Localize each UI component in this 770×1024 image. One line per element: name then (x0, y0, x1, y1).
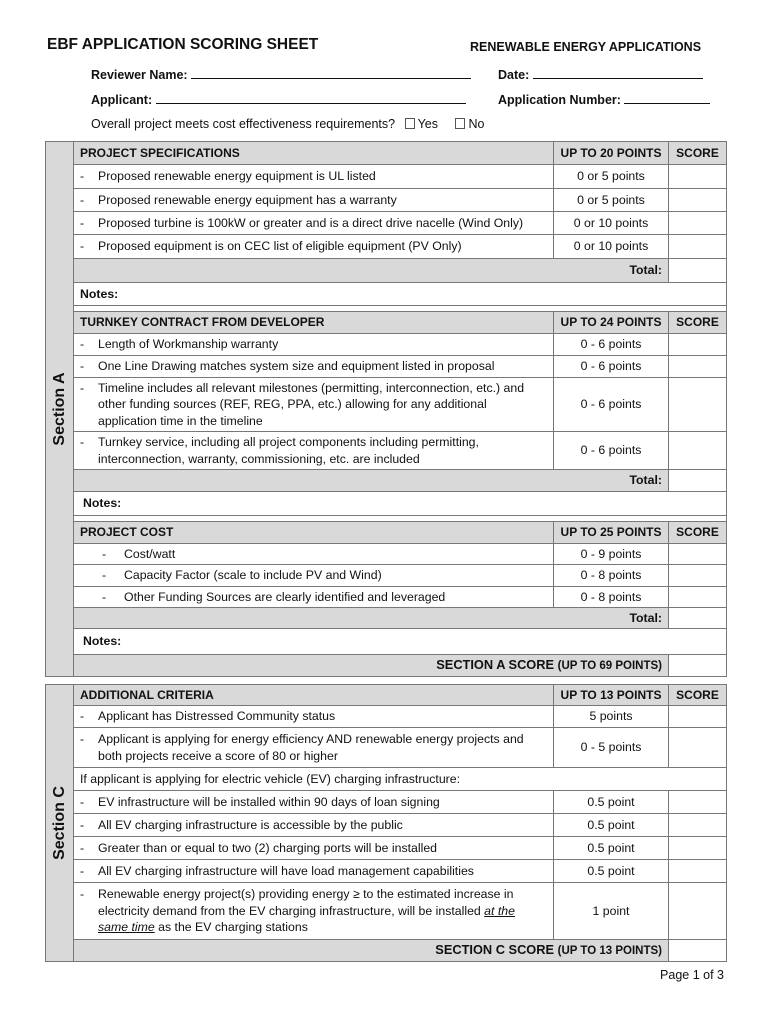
application-number-field (498, 91, 710, 107)
score-cell[interactable] (669, 706, 727, 728)
no-label: No (468, 117, 485, 131)
applicant-field (91, 91, 466, 107)
reviewer-input[interactable] (191, 66, 471, 79)
score-cell[interactable] (669, 791, 727, 814)
criterion-points: 0 - 8 points (554, 587, 669, 608)
sheet-subtitle: RENEWABLE ENERGY APPLICATIONS (470, 40, 702, 54)
section-a-score-label: SECTION A SCORE (UP TO 69 POINTS) (74, 655, 669, 677)
score-cell[interactable] (669, 334, 727, 356)
specs-total-cell[interactable] (669, 259, 727, 283)
criterion-text: Turnkey service, including all project components including permitting, interconnection, warranty, commissioning, etc. are included (98, 435, 479, 466)
score-cell[interactable] (669, 165, 727, 189)
yes-label: Yes (417, 117, 438, 131)
cost-points-heading: UP TO 25 POINTS (554, 522, 669, 544)
score-cell[interactable] (669, 189, 727, 212)
specs-points-heading: UP TO 20 POINTS (554, 142, 669, 165)
table-row: - One Line Drawing matches system size and equipment listed in proposal 0 - 6 points (46, 356, 727, 378)
score-cell[interactable] (669, 883, 727, 940)
specs-notes[interactable]: Notes: (74, 283, 727, 306)
table-row: - Proposed equipment is on CEC list of eligible equipment (PV Only) 0 or 10 points (46, 235, 727, 259)
table-row: - Timeline includes all relevant milestones (permitting, interconnection, etc.) and other funding sources (REF, REG, PPA, etc.) allowing for any additional application time in the timeline 0 - 6 points (46, 378, 727, 432)
additional-criteria-heading: ADDITIONAL CRITERIA (74, 685, 554, 706)
criterion-text: EV infrastructure will be installed within 90 days of loan signing (98, 794, 440, 809)
criterion-points: 0 or 10 points (554, 235, 669, 259)
criterion-text: All EV charging infrastructure will have load management capabilities (98, 863, 474, 878)
criterion-points: 0 - 6 points (554, 378, 669, 432)
yes-checkbox[interactable] (405, 118, 415, 129)
table-row: - Renewable energy project(s) providing energy ≥ to the estimated increase in electricity demand from the EV charging infrastructure, will be installed at the same time as the EV charging stations 1 point (46, 883, 727, 940)
score-cell[interactable] (669, 728, 727, 768)
sheet-title: EBF APPLICATION SCORING SHEET (47, 36, 319, 53)
section-a-score-cell[interactable] (669, 655, 727, 677)
table-row: - Length of Workmanship warranty 0 - 6 points (46, 334, 727, 356)
section-c-sidebar (46, 685, 74, 962)
turnkey-points-heading: UP TO 24 POINTS (554, 312, 669, 334)
criterion-points: 0.5 point (554, 837, 669, 860)
table-row: - Other Funding Sources are clearly identified and leveraged 0 - 8 points (46, 587, 727, 608)
criterion-text: Renewable energy project(s) providing energy ≥ to the estimated increase in electricity demand from the EV charging infrastructure, will be installed at the same time as the EV charging stations (98, 887, 515, 935)
cost-heading: PROJECT COST (74, 522, 554, 544)
turnkey-total-cell[interactable] (669, 470, 727, 492)
criterion-text: Capacity Factor (scale to include PV and Wind) (124, 568, 382, 583)
score-cell[interactable] (669, 356, 727, 378)
cost-notes[interactable]: Notes: (74, 629, 727, 655)
turnkey-total-label: Total: (74, 470, 669, 492)
criterion-points: 0 - 6 points (554, 334, 669, 356)
section-a-table (45, 141, 727, 677)
table-row: - Capacity Factor (scale to include PV and Wind) 0 - 8 points (46, 565, 727, 587)
score-cell[interactable] (669, 235, 727, 259)
criterion-points: 0.5 point (554, 791, 669, 814)
section-c-score-cell[interactable] (669, 940, 727, 962)
section-c-label: Section C (50, 786, 68, 860)
score-cell[interactable] (669, 544, 727, 565)
cost-total-label: Total: (74, 608, 669, 629)
table-row: - Proposed renewable energy equipment has a warranty 0 or 5 points (46, 189, 727, 212)
no-checkbox[interactable] (455, 118, 465, 129)
criterion-text: Applicant is applying for energy efficiency AND renewable energy projects and both projects receive a score of 80 or higher (98, 732, 524, 763)
criterion-points: 0 - 6 points (554, 432, 669, 470)
criterion-points: 0 - 6 points (554, 356, 669, 378)
criterion-points: 1 point (554, 883, 669, 940)
criterion-text: Length of Workmanship warranty (98, 337, 279, 352)
turnkey-score-heading: SCORE (669, 312, 727, 334)
reviewer-field (91, 66, 471, 82)
score-cell[interactable] (669, 378, 727, 432)
criterion-text: One Line Drawing matches system size and equipment listed in proposal (98, 359, 495, 374)
date-field (498, 66, 703, 82)
turnkey-notes[interactable]: Notes: (74, 492, 727, 516)
criterion-points: 0 or 10 points (554, 212, 669, 235)
specs-score-heading: SCORE (669, 142, 727, 165)
score-cell[interactable] (669, 432, 727, 470)
criterion-points: 0.5 point (554, 860, 669, 883)
criterion-text: Other Funding Sources are clearly identified and leveraged (124, 589, 446, 604)
score-cell[interactable] (669, 814, 727, 837)
table-row: - Greater than or equal to two (2) charging ports will be installed 0.5 point (46, 837, 727, 860)
criterion-text: Greater than or equal to two (2) charging ports will be installed (98, 840, 438, 855)
specs-heading: PROJECT SPECIFICATIONS (74, 142, 554, 165)
table-row: - All EV charging infrastructure will have load management capabilities 0.5 point (46, 860, 727, 883)
criterion-points: 0 or 5 points (554, 189, 669, 212)
table-row: - EV infrastructure will be installed within 90 days of loan signing 0.5 point (46, 791, 727, 814)
section-a-sidebar (46, 142, 74, 677)
cost-total-cell[interactable] (669, 608, 727, 629)
table-row: - All EV charging infrastructure is accessible by the public 0.5 point (46, 814, 727, 837)
applicant-label: Applicant: (91, 93, 153, 107)
criterion-points: 5 points (554, 706, 669, 728)
criterion-text: Proposed renewable energy equipment is UL listed (98, 169, 376, 184)
applicant-input[interactable] (156, 91, 466, 104)
additional-points-heading: UP TO 13 POINTS (554, 685, 669, 706)
criterion-text: Proposed equipment is on CEC list of eligible equipment (PV Only) (98, 239, 462, 254)
application-number-label: Application Number: (498, 93, 621, 107)
section-a-label: Section A (50, 372, 68, 446)
criterion-text: Cost/watt (124, 546, 176, 561)
criterion-text: Timeline includes all relevant milestones (permitting, interconnection, etc.) and other funding sources (REF, REG, PPA, etc.) allowing for any additional application time in the timeline (98, 380, 525, 428)
table-row: - Applicant is applying for energy efficiency AND renewable energy projects and both projects receive a score of 80 or higher 0 - 5 points (46, 728, 727, 768)
table-row: - Cost/watt 0 - 9 points (46, 544, 727, 565)
criterion-points: 0 or 5 points (554, 165, 669, 189)
criterion-text: All EV charging infrastructure is accessible by the public (98, 817, 403, 832)
application-number-input[interactable] (624, 91, 710, 104)
ev-intro: If applicant is applying for electric vehicle (EV) charging infrastructure: (74, 768, 727, 791)
section-c-score-label: SECTION C SCORE (UP TO 13 POINTS) (74, 940, 669, 962)
cost-effectiveness-question (91, 117, 484, 131)
section-c-table (45, 684, 727, 962)
table-row: - Proposed turbine is 100kW or greater and is a direct drive nacelle (Wind Only) 0 or 10 points (46, 212, 727, 235)
score-cell[interactable] (669, 860, 727, 883)
date-label: Date: (498, 68, 530, 82)
criterion-text: Proposed turbine is 100kW or greater and is a direct drive nacelle (Wind Only) (98, 215, 524, 230)
page-number: Page 1 of 3 (660, 968, 724, 982)
table-row: - Applicant has Distressed Community status 5 points (46, 706, 727, 728)
score-cell[interactable] (669, 837, 727, 860)
table-row: - Proposed renewable energy equipment is UL listed 0 or 5 points (46, 165, 727, 189)
table-row: - Turnkey service, including all project components including permitting, interconnection, warranty, commissioning, etc. are included 0 - 6 points (46, 432, 727, 470)
specs-total-label: Total: (74, 259, 669, 283)
score-cell[interactable] (669, 212, 727, 235)
cost-score-heading: SCORE (669, 522, 727, 544)
criterion-points: 0 - 8 points (554, 565, 669, 587)
additional-score-heading: SCORE (669, 685, 727, 706)
criterion-points: 0 - 9 points (554, 544, 669, 565)
score-cell[interactable] (669, 587, 727, 608)
criterion-text: Proposed renewable energy equipment has a warranty (98, 192, 397, 207)
score-cell[interactable] (669, 565, 727, 587)
reviewer-label: Reviewer Name: (91, 68, 188, 82)
turnkey-heading: TURNKEY CONTRACT FROM DEVELOPER (74, 312, 554, 334)
criterion-points: 0.5 point (554, 814, 669, 837)
date-input[interactable] (533, 66, 703, 79)
cost-question-text: Overall project meets cost effectiveness requirements? (91, 117, 396, 131)
criterion-points: 0 - 5 points (554, 728, 669, 768)
criterion-text: Applicant has Distressed Community status (98, 709, 336, 724)
